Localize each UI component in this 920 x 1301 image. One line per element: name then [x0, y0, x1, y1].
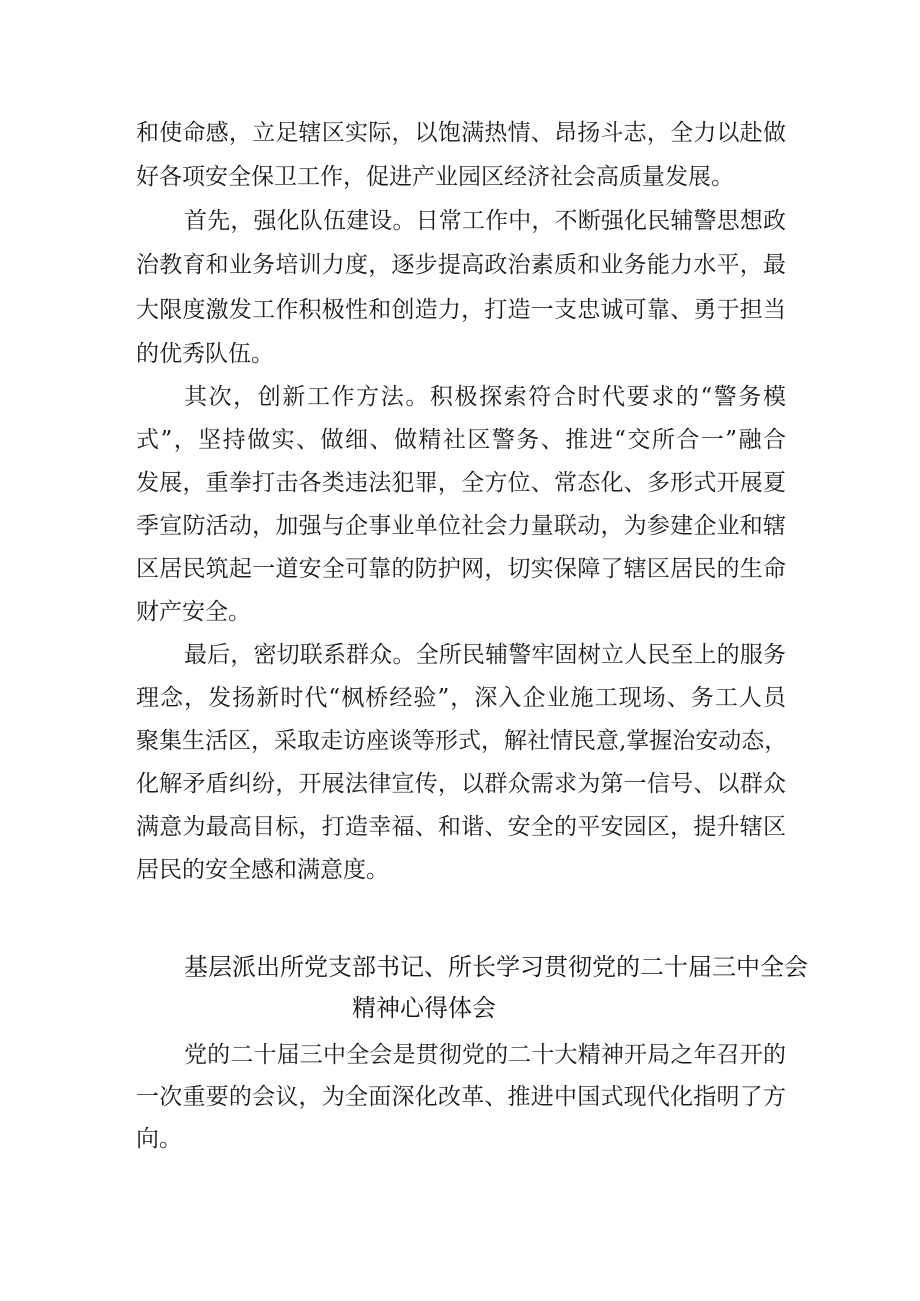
text-line: 好各项安全保卫工作，促进产业园区经济社会高质量发展。: [136, 164, 734, 190]
text-line: 的优秀队伍。: [136, 341, 274, 367]
text-line: 党的二十届三中全会是贯彻党的二十大精神开局之年召开的: [184, 1042, 786, 1068]
text-line: 发展，重拳打击各类违法犯罪，全方位、常态化、多形式开展夏: [136, 470, 786, 496]
text-line: 区居民筑起一道安全可靠的防护网，切实保障了辖区居民的生命: [136, 556, 786, 582]
text-line: 治教育和业务培训力度，逐步提高政治素质和业务能力水平，最: [136, 252, 786, 278]
text-line: 最后，密切联系群众。全所民辅警牢固树立人民至上的服务: [184, 642, 786, 668]
text-line: 大限度激发工作积极性和创造力，打造一支忠诚可靠、勇于担当: [136, 297, 786, 323]
text-line: 首先，强化队伍建设。日常工作中，不断强化民辅警思想政: [184, 208, 786, 234]
text-line: 财产安全。: [136, 599, 251, 625]
text-line: 季宣防活动，加强与企事业单位社会力量联动，为参建企业和辖: [136, 513, 786, 539]
text-line: 化解矛盾纠纷，开展法律宣传，以群众需求为第一信号、以群众: [136, 771, 786, 797]
text-line: 满意为最高目标，打造幸福、和谐、安全的平安园区，提升辖区: [136, 814, 786, 840]
heading-line: 精神心得体会: [352, 994, 496, 1022]
text-line: 向。: [136, 1126, 182, 1152]
heading-line: 基层派出所党支部书记、所长学习贯彻党的二十届三中全会: [184, 953, 808, 981]
text-line: 和使命感，立足辖区实际，以饱满热情、昂扬斗志，全力以赴做: [136, 120, 786, 146]
text-line: 聚集生活区，采取走访座谈等形式，解社情民意,掌握治安动态，: [136, 728, 788, 754]
text-line: 一次重要的会议，为全面深化改革、推进中国式现代化指明了方: [136, 1084, 786, 1110]
text-line: 理念，发扬新时代“枫桥经验”，深入企业施工现场、务工人员: [136, 685, 786, 711]
text-line: 其次，创新工作方法。积极探索符合时代要求的“警务模: [184, 384, 786, 410]
text-line: 式”，坚持做实、做细、做精社区警务、推进“交所合一”融合: [136, 427, 786, 453]
text-line: 居民的安全感和满意度。: [136, 857, 389, 883]
